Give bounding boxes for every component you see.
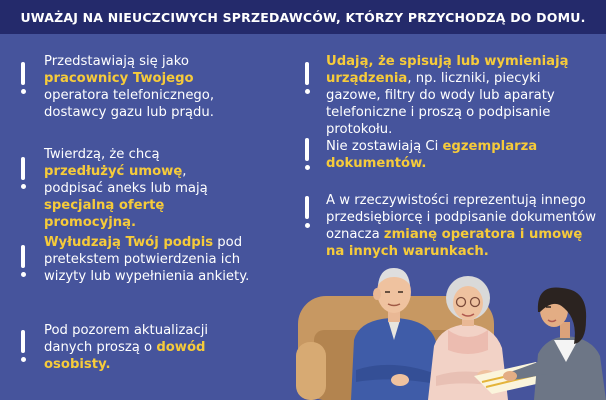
page-title: UWAŻAJ NA NIEUCZCIWYCH SPRZEDAWCÓW, KTÓRZY PRZYCHODZĄ DO DOMU. xyxy=(20,9,586,25)
warning-item xyxy=(326,53,596,138)
exclamation-icon xyxy=(302,62,312,96)
highlight-text: specjalną ofertę promocyjną. xyxy=(44,198,165,230)
warning-item xyxy=(44,146,224,231)
exclamation-icon xyxy=(18,62,28,96)
highlight-text: pracownicy Twojego xyxy=(44,71,194,86)
warning-item xyxy=(326,138,556,172)
exclamation-icon xyxy=(302,196,312,230)
exclamation-icon xyxy=(18,157,28,191)
highlight-text: Wyłudzają Twój podpis xyxy=(44,235,214,250)
illustration-couple-and-salesperson xyxy=(296,258,606,400)
exclamation-icon xyxy=(18,245,28,279)
warning-item xyxy=(44,234,284,285)
highlight-text: egzemplarza dokumentów. xyxy=(326,139,538,171)
header-bar xyxy=(0,0,606,34)
warning-item xyxy=(44,322,214,373)
body-text: , podpisać aneks lub mają xyxy=(44,164,208,196)
highlight-text: zmianę operatora i umowę na innych warunkach. xyxy=(326,227,583,259)
highlight-text: przedłużyć umowę xyxy=(44,164,183,179)
body-text: , np. liczniki, piecyki gazowe, filtry do wody lub aparaty telefoniczne i proszą o podpisanie protokołu. xyxy=(326,71,555,137)
warning-item xyxy=(44,53,224,121)
body-text: Nie zostawiają Ci xyxy=(326,139,443,154)
highlight-text: Udają, że spisują lub wymieniają urządzenia xyxy=(326,54,569,86)
warning-item xyxy=(326,192,596,260)
exclamation-icon xyxy=(302,138,312,172)
body-text: pod pretekstem potwierdzenia ich wizyty lub wypełnienia ankiety. xyxy=(44,235,250,284)
body-text: A w rzeczywistości reprezentują innego przedsiębiorcę i podpisanie dokumentów oznacza xyxy=(326,193,596,242)
body-text: Przedstawiają się jako xyxy=(44,54,189,69)
body-text: operatora telefonicznego, dostawcy gazu lub prądu. xyxy=(44,88,215,120)
body-text: Twierdzą, że chcą xyxy=(44,147,160,162)
body-text: Pod pozorem aktualizacji danych proszą o xyxy=(44,323,209,355)
highlight-text: dowód osobisty. xyxy=(44,340,206,372)
exclamation-icon xyxy=(18,330,28,364)
